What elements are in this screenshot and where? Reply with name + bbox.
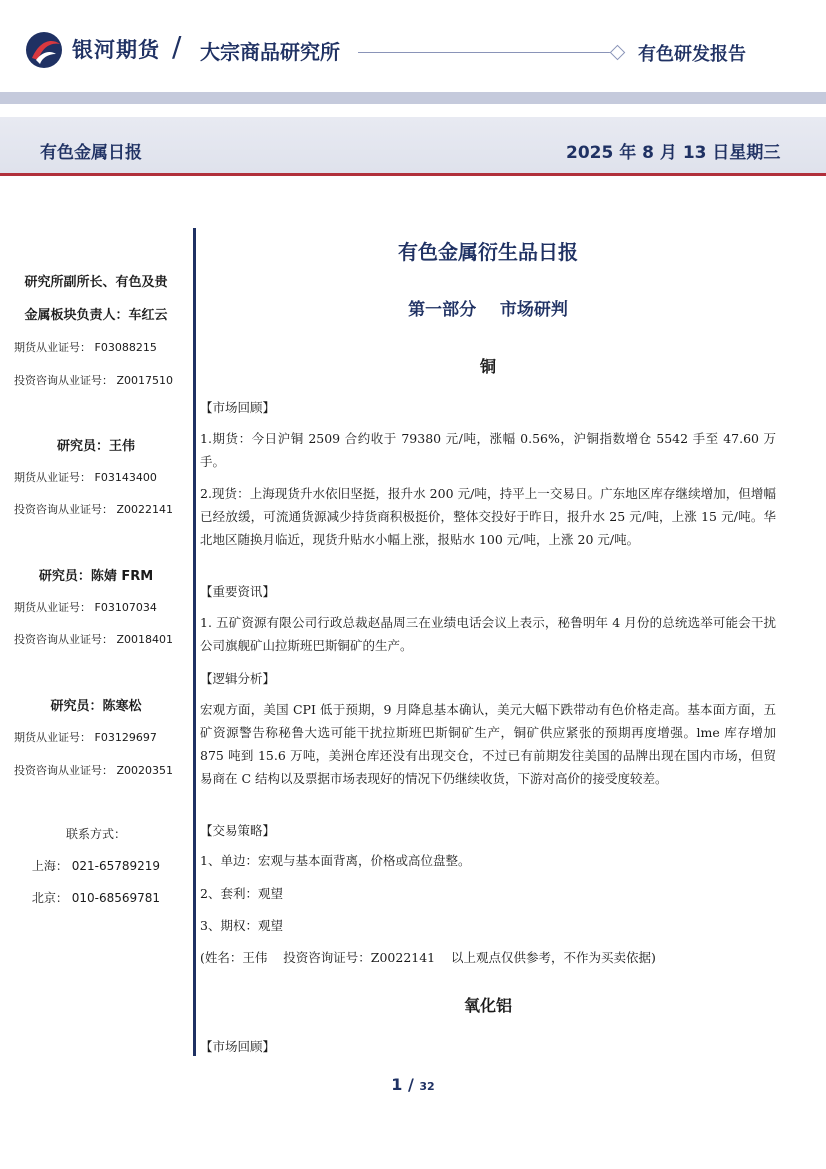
report-title: 有色金属衍生品日报 bbox=[398, 240, 578, 264]
banner-underline bbox=[0, 173, 826, 176]
section-alumina: 氧化铝 bbox=[463, 996, 512, 1015]
author-2-invest-cert: 投资咨询从业证号： Z0022141 bbox=[14, 503, 174, 516]
author-1-invest-cert: 投资咨询从业证号： Z0017510 bbox=[14, 374, 174, 387]
tag-news: 【重要资讯】 bbox=[200, 584, 276, 599]
part-heading: 第一部分 市场研判 bbox=[408, 300, 568, 320]
author-4-title: 研究员：陈寒松 bbox=[50, 699, 142, 714]
author-1-futures-cert: 期货从业证号： F03088215 bbox=[14, 341, 157, 354]
daily-name: 有色金属日报 bbox=[40, 143, 142, 163]
logic-analysis: 宏观方面，美国 CPI 低于预期，9 月降息基本确认，美元大幅下跌带动有色价格走高。基本面方面，五矿资源警告称秘鲁大选可能干扰拉斯班巴斯铜矿生产，铜矿供应紧张的预期再度增强。lme 库存增加 875 吨到 15.6 万吨，美洲仓库还没有出现交仓，不过已有前期发往美国的品牌出现在国内市场，但贸易商在 C 结构以及票据市场表现好的情况下仍继续收货，下游对高价的接受度较差。 bbox=[200, 702, 776, 786]
header-rule bbox=[358, 52, 616, 53]
institute-name: 大宗商品研究所 bbox=[200, 40, 340, 64]
strategy-single: 1、单边：宏观与基本面背离，价格或高位盘整。 bbox=[200, 853, 471, 868]
page-total: 32 bbox=[419, 1080, 435, 1093]
strategy-arbitrage: 2、套利：观望 bbox=[200, 886, 283, 901]
author-1-title-line1: 研究所副所长、有色及贵 bbox=[24, 275, 168, 290]
tag-logic: 【逻辑分析】 bbox=[200, 671, 276, 686]
author-4-invest-cert: 投资咨询从业证号： Z0020351 bbox=[14, 764, 174, 777]
header-divider: / bbox=[172, 30, 182, 63]
review-spot: 2.现货：上海现货升水依旧坚挺，报升水 200 元/吨，持平上一交易日。广东地区库存继续增加，但增幅已经放缓，可流通货源减少持货商积极挺价，整体交投好于昨日，报升水 25 元/吨，上涨 15 元/吨。华北地区随换月临近，现货升贴水小幅上涨，报贴水 100 元/吨，上涨 20 元/吨。 bbox=[200, 486, 776, 547]
page-current: 1 bbox=[391, 1075, 403, 1094]
page-number bbox=[0, 1075, 826, 1094]
author-1-title-line2: 金属板块负责人：车红云 bbox=[24, 308, 168, 323]
page-sep: / bbox=[402, 1075, 420, 1094]
report-date: 2025 年 8 月 13 日星期三 bbox=[566, 143, 781, 163]
news-item-1: 1. 五矿资源有限公司行政总裁赵晶周三在业绩电话会议上表示，秘鲁明年 4 月份的总统选举可能会干扰公司旗舰矿山拉斯班巴斯铜矿的生产。 bbox=[200, 615, 776, 653]
author-3-futures-cert: 期货从业证号： F03107034 bbox=[14, 601, 157, 614]
author-3-title: 研究员：陈婧 FRM bbox=[38, 569, 154, 584]
author-2-title: 研究员：王伟 bbox=[56, 439, 135, 454]
tag-market-review: 【市场回顾】 bbox=[200, 400, 276, 415]
contact-shanghai: 上海： 021-65789219 bbox=[31, 859, 161, 873]
report-type: 有色研发报告 bbox=[638, 44, 746, 65]
sidebar-divider bbox=[193, 228, 196, 1056]
header-band-stripe bbox=[0, 92, 826, 104]
contact-label: 联系方式： bbox=[65, 827, 126, 841]
strategy-options: 3、期权：观望 bbox=[200, 918, 283, 933]
author-2-futures-cert: 期货从业证号： F03143400 bbox=[14, 471, 157, 484]
brand-name: 银河期货 bbox=[72, 38, 160, 62]
contact-beijing: 北京： 010-68569781 bbox=[31, 891, 161, 905]
section-copper: 铜 bbox=[479, 357, 496, 376]
analyst-signature: (姓名：王伟 投资咨询证号：Z0022141 以上观点仅供参考，不作为买卖依据) bbox=[200, 950, 656, 965]
galaxy-futures-logo-icon bbox=[22, 30, 66, 70]
author-4-futures-cert: 期货从业证号： F03129697 bbox=[14, 731, 157, 744]
author-3-invest-cert: 投资咨询从业证号： Z0018401 bbox=[14, 633, 174, 646]
tag-strategy: 【交易策略】 bbox=[200, 823, 276, 838]
review-futures: 1.期货：今日沪铜 2509 合约收于 79380 元/吨，涨幅 0.56%，沪铜指数增仓 5542 手至 47.60 万手。 bbox=[200, 431, 776, 469]
tag-market-review-2: 【市场回顾】 bbox=[200, 1039, 276, 1054]
